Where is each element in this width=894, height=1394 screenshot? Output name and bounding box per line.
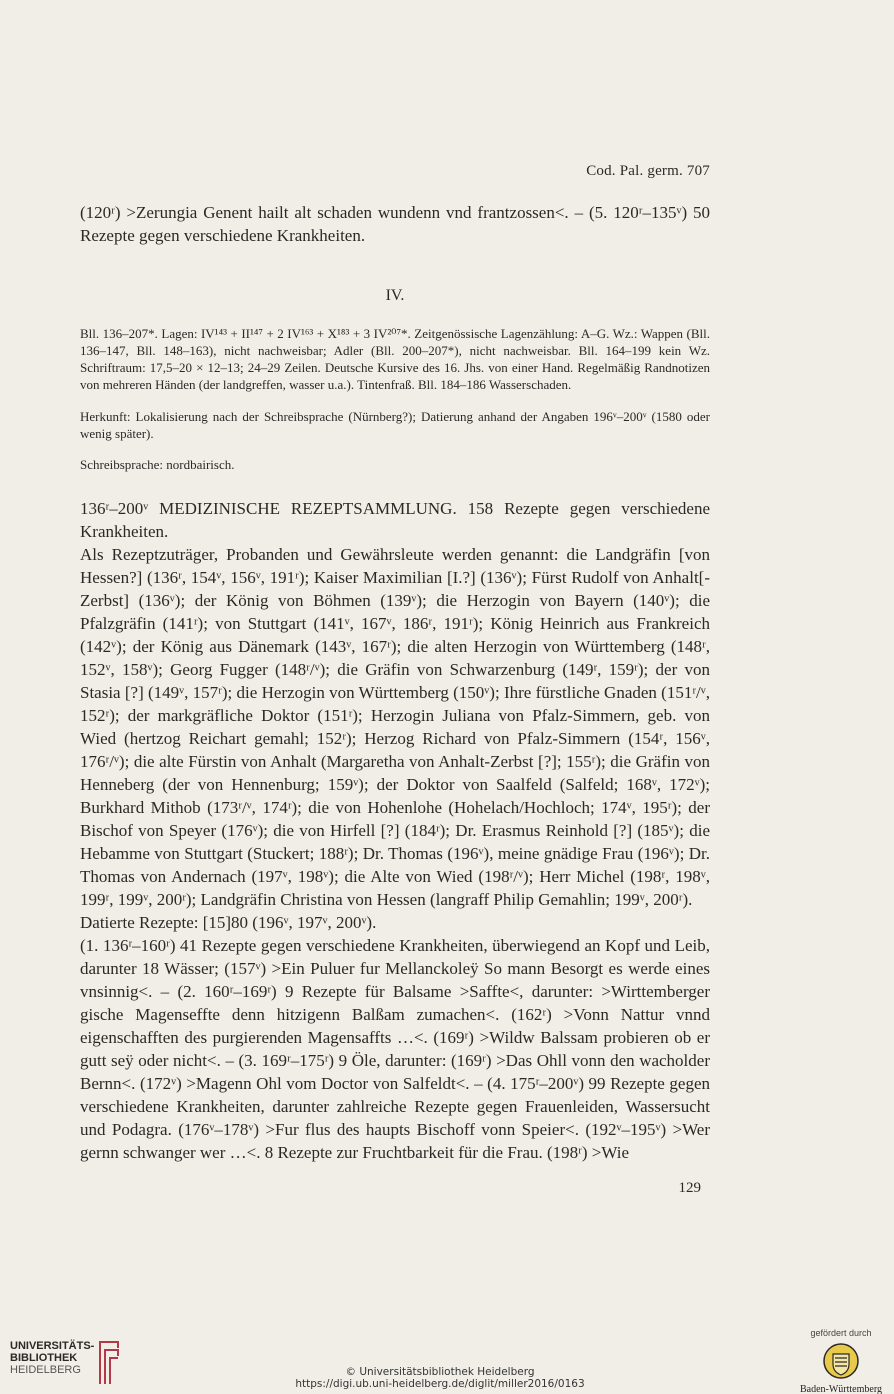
content-heading: 136ʳ–200ᵛ MEDIZINISCHE REZEPTSAMMLUNG. 158 Rezepte gegen verschiedene Krankheiten. <box>80 499 710 541</box>
footer-credits <box>240 1366 640 1390</box>
section-numeral: IV. <box>385 287 405 304</box>
state-coat-of-arms-icon <box>822 1342 860 1380</box>
library-logo-mark-icon <box>96 1336 122 1386</box>
library-name-line1: UNIVERSITÄTS- <box>10 1340 95 1352</box>
dated-recipes: Datierte Rezepte: [15]80 (196ᵛ, 197ᵛ, 200ᵛ). <box>80 913 377 932</box>
footer-bar <box>0 1328 894 1394</box>
provenance-note <box>80 408 710 442</box>
provenance-text: Herkunft: Lokalisierung nach der Schreibsprache (Nürnberg?); Datierung anhand der Angaben 196ᵛ–200ᵛ (1580 oder wenig später). <box>80 409 710 441</box>
language-text: Schreibsprache: nordbairisch. <box>80 457 235 472</box>
shelfmark-header: Cod. Pal. germ. 707 <box>586 163 710 179</box>
permalink[interactable]: https://digi.ub.uni-heidelberg.de/diglit/miller2016/0163 <box>295 1378 585 1390</box>
codicology-text: Bll. 136–207*. Lagen: IV¹⁴³ + II¹⁴⁷ + 2 IV¹⁶³ + X¹⁸³ + 3 IV²⁰⁷*. Zeitgenössische Lagenzählung: A–G. Wz.: Wappen (Bll. 136–147, Bll. 148–163), nicht nachweisbar; Adler (Bll. 200–207*), nicht nachweisbar. Bll. 164–199 kein Wz. Schriftraum: 17,5–20 × 12–13; 24–29 Zeilen. Deutsche Kursive des 16. Jhs. von einer Hand. Regelmäßig Randnotizen von mehreren Händen (der landgreffen, wasser u.a.). Tintenfraß. Bll. 184–186 Wasserschaden. <box>80 326 710 392</box>
page-number: 129 <box>678 1180 701 1196</box>
recipe-sections: (1. 136ʳ–160ʳ) 41 Rezepte gegen verschiedene Krankheiten, überwiegend an Kopf und Leib, darunter 18 Wässer; (157ᵛ) >Ein Puluer fur Mellanckoleÿ So mann Besorgt es werde eines vnsinnig<. – (2. 160ʳ–169ʳ) 9 Rezepte für Balsame >Saffte<, darunter: >Wirttemberger gische Magenseffte denn hitzigenn Balßam zumachen<. (162ʳ) >Vonn Nattur vnnd eigenschafften des purgierenden Magensaffts …<. (169ʳ) >Wildw Balssam probieren ob er gutt seÿ oder nicht<. – (3. 169ʳ–175ʳ) 9 Öle, darunter: (169ʳ) >Das Ohll vonn den wacholder Bernn<. (172ᵛ) >Magenn Ohl vom Doctor von Salfeldt<. – (4. 175ʳ–200ᵛ) 99 Rezepte gegen verschiedene Krankheiten, darunter zahlreiche Rezepte gegen Frauenleiden, Wassersucht und Podagra. (176ᵛ–178ᵛ) >Fur flus des haupts Bischoff vonn Speier<. (192ᵛ–195ᵛ) >Wer gernn schwanger wer …<. 8 Rezepte zur Fruchtbarkeit für die Frau. (198ʳ) >Wie <box>80 936 710 1162</box>
content-description <box>80 497 710 1164</box>
funded-by-label: gefördert durch <box>810 1328 872 1338</box>
funder-name: Baden-Württemberg <box>799 1384 882 1394</box>
language-note <box>80 456 710 473</box>
contributors-paragraph: Als Rezeptzuträger, Probanden und Gewährsleute werden genannt: die Landgräfin [von Hessen?] (136ʳ, 154ᵛ, 156ᵛ, 191ʳ); Kaiser Maximilian [I.?] (136ᵛ); Fürst Rudolf von Anhalt[-Zerbst] (136ᵛ); der König von Böhmen (139ᵛ); die Herzogin von Bayern (140ᵛ); die Pfalzgräfin (141ʳ); von Stuttgart (141ᵛ, 167ᵛ, 186ʳ, 191ʳ); König Heinrich aus Frankreich (142ᵛ); der König aus Dänemark (143ᵛ, 167ʳ); die alten Herzogin von Württemberg (148ʳ, 152ᵛ, 158ᵛ); Georg Fugger (148ʳ/ᵛ); die Gräfin von Schwarzenburg (149ʳ, 159ʳ); der von Stasia [?] (149ᵛ, 157ʳ); die Herzogin von Württemberg (150ᵛ); Ihre fürstliche Gnaden (151ʳ/ᵛ, 152ʳ); der markgräfliche Doktor (151ʳ); Herzogin Juliana von Pfalz-Simmern, geb. von Wied (hertzog Reichart gemahl; 152ʳ); Herzog Richard von Pfalz-Simmern (154ʳ, 156ᵛ, 176ʳ/ᵛ); die alte Fürstin von Anhalt (Margaretha von Anhalt-Zerbst [?]; 155ʳ); die Gräfin von Henneberg (der von Hennenburg; 159ᵛ); der Doktor von Saalfeld (Salfeld; 168ᵛ, 172ᵛ); Burkhard Mithob (173ʳ/ᵛ, 174ʳ); die von Hohenlohe (Hohelach/Hochloch; 174ᵛ, 195ʳ); der Bischof von Speyer (176ᵛ); die von Hirfell [?] (184ʳ); Dr. Erasmus Reinhold [?] (185ᵛ); die Hebamme von Stuttgart (Stuckert; 188ʳ); Dr. Thomas (196ᵛ), meine gnädige Frau (196ᵛ); Dr. Thomas von Andernach (197ᵛ, 198ᵛ); die Alte von Wied (198ʳ/ᵛ); Herr Michel (198ʳ, 198ᵛ, 199ʳ, 199ᵛ, 200ʳ); Landgräfin Christina von Hessen (langraff Philip Gemahlin; 199ᵛ, 200ʳ). <box>80 545 710 909</box>
paragraph-text: (120ʳ) >Zerungia Genent hailt alt schaden wundenn vnd frantzossen<. – (5. 120ʳ–135ᵛ) 50 Rezepte gegen verschiedene Krankheiten. <box>80 203 710 245</box>
library-logo[interactable] <box>10 1340 94 1376</box>
paragraph-continuation <box>80 201 710 247</box>
copyright-text: © Universitätsbibliothek Heidelberg <box>345 1366 535 1378</box>
library-name-line2: BIBLIOTHEK <box>10 1352 78 1364</box>
funder-block <box>796 1328 886 1394</box>
codicology-description <box>80 325 710 393</box>
library-name-line3: HEIDELBERG <box>10 1364 81 1376</box>
